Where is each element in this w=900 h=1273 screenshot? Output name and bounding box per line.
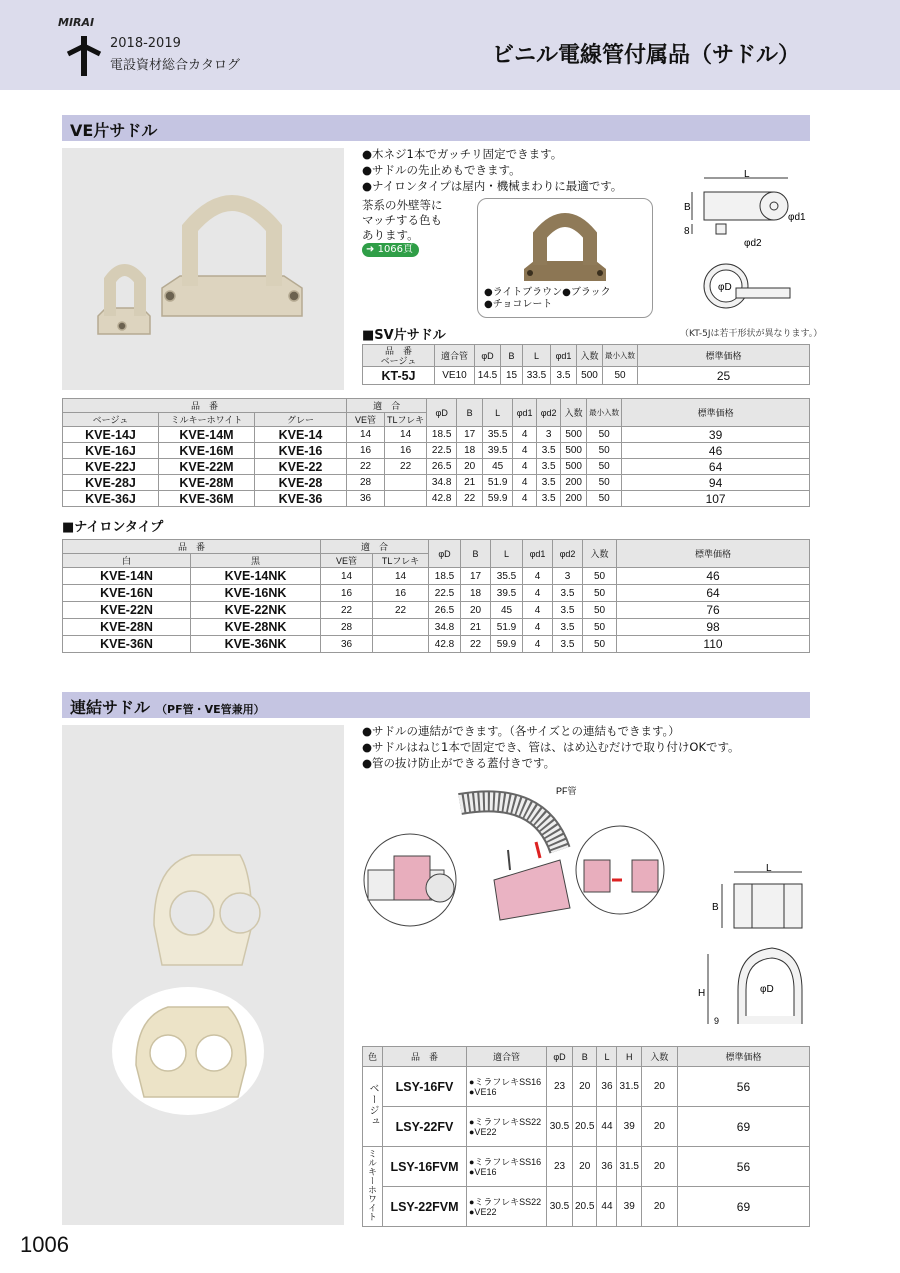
section-bar-coupling-saddle <box>62 692 810 718</box>
dim-D: φD <box>760 984 774 995</box>
col-header: 品 番 <box>63 540 321 554</box>
color-line: ●ライトブラウン●ブラック <box>484 287 611 298</box>
table-row: KVE-16J KVE-16M KVE-16 16 16 22.5 18 39.5 4 3.5 500 50 46 <box>63 443 810 459</box>
dim-d1: φd1 <box>788 212 806 223</box>
section-title-main: 連結サドル <box>70 698 151 717</box>
col-header: グレー <box>255 413 347 427</box>
table-row: KVE-14J KVE-14M KVE-14 14 14 18.5 17 35.5 4 3 500 50 39 <box>63 427 810 443</box>
col-header: ミルキーホワイト <box>159 413 255 427</box>
col-header: 適合管 <box>435 345 475 367</box>
col-header: 品 番 ベージュ <box>363 345 435 367</box>
section-bar-ve-saddle <box>62 115 810 141</box>
col-header: H <box>617 1047 641 1067</box>
col-header: 最小入数 <box>603 345 638 367</box>
note-line: あります。 <box>362 228 419 242</box>
col-header: φD <box>427 399 457 427</box>
table-row: LSY-22FVM ●ミラフレキSS22 ●VE22 30.5 20.5 44 39 20 69 <box>363 1187 810 1227</box>
arrow-down-icon <box>536 842 540 858</box>
pf-pipe-label: PF管 <box>556 786 577 796</box>
col-header: VE管 <box>321 554 373 568</box>
bullet-item: ●サドルはねじ1本で固定でき、管は、はめ込むだけで取り付けOKです。 <box>362 740 740 754</box>
col-header: 標準価格 <box>617 540 810 568</box>
table-row: KVE-14N KVE-14NK 14 14 18.5 17 35.5 4 3 50 46 <box>63 568 810 585</box>
coupling-saddle-table <box>362 1046 810 1227</box>
color-note <box>362 198 443 243</box>
catalog-name: 電設資材総合カタログ <box>110 58 241 73</box>
col-header: φD <box>429 540 461 568</box>
color-variants-box <box>477 198 653 318</box>
arrow-right-icon: ➜ <box>366 244 375 255</box>
page-title: ビニル電線管付属品（サドル） <box>491 43 800 68</box>
col-header: φD <box>547 1047 573 1067</box>
bullet-item: ●管の抜け防止ができる蓋付きです。 <box>362 756 556 770</box>
page-number: 1006 <box>20 1232 69 1257</box>
color-list <box>484 287 611 311</box>
col-header: L <box>523 345 551 367</box>
bullet-item: ●サドルの連結ができます。（各サイズとの連結もできます。） <box>362 724 680 738</box>
page-header <box>0 0 900 90</box>
col-header: 入数 <box>641 1047 677 1067</box>
col-header: 標準価格 <box>677 1047 809 1067</box>
product-photo-coupling-saddle <box>62 725 344 1225</box>
dim-9: 9 <box>714 1016 720 1026</box>
section-title <box>70 695 265 718</box>
col-header: 白 <box>63 554 191 568</box>
col-header: B <box>501 345 523 367</box>
table-row: ミルキーホワイト LSY-16FVM ●ミラフレキSS16 ●VE16 23 20 36 31.5 20 56 <box>363 1147 810 1187</box>
col-header: 最小入数 <box>587 399 622 427</box>
nylon-saddle-table <box>62 539 810 653</box>
col-header: 黒 <box>191 554 321 568</box>
brown-saddle-illustration <box>478 199 654 289</box>
col-header: φd1 <box>551 345 577 367</box>
saddle-illustration <box>62 148 344 390</box>
col-header: φd2 <box>537 399 561 427</box>
dim-H: H <box>698 988 706 999</box>
col-header: 適 合 <box>321 540 429 554</box>
col-header: φd1 <box>513 399 537 427</box>
section-subtitle: （PF管・VE管兼用） <box>156 703 265 716</box>
table-row: KVE-36N KVE-36NK 36 42.8 22 59.9 4 3.5 50 110 <box>63 636 810 653</box>
col-header: B <box>461 540 491 568</box>
col-header: 色 <box>363 1047 383 1067</box>
table-row: KVE-28J KVE-28M KVE-28 28 34.8 21 51.9 4 3.5 200 50 94 <box>63 475 810 491</box>
col-header: 入数 <box>577 345 603 367</box>
col-header: φd1 <box>523 540 553 568</box>
coupling-saddle-illustration <box>62 725 344 1225</box>
sv-saddle-table <box>362 344 810 385</box>
col-header: B <box>457 399 483 427</box>
col-header: B <box>573 1047 597 1067</box>
col-header: ベージュ <box>63 413 159 427</box>
col-header: VE管 <box>347 413 385 427</box>
section2-bullets <box>362 723 740 771</box>
table-row: KVE-22N KVE-22NK 22 22 26.5 20 45 4 3.5 50 76 <box>63 602 810 619</box>
dim-8: 8 <box>684 226 690 237</box>
catalog-year: 2018-2019 <box>110 36 181 51</box>
brand-text: MIRAI <box>58 16 95 29</box>
note-line: 茶系の外壁等に <box>362 198 443 212</box>
col-header: 入数 <box>583 540 617 568</box>
col-header: 適 合 <box>347 399 427 413</box>
product-photo-ve-saddle <box>62 148 344 390</box>
color-cell: ミルキーホワイト <box>363 1147 383 1227</box>
col-header: L <box>491 540 523 568</box>
dim-L: L <box>744 169 750 180</box>
color-cell: ベージュ <box>363 1067 383 1147</box>
sv-saddle-heading: ■SV片サドル <box>362 328 446 343</box>
kve-saddle-table <box>62 398 810 507</box>
section1-bullets <box>362 146 622 194</box>
dim-d2: φd2 <box>744 238 762 249</box>
table-row: KVE-28N KVE-28NK 28 34.8 21 51.9 4 3.5 50 98 <box>63 619 810 636</box>
ref-page-label: 1066頁 <box>377 244 414 255</box>
col-header: TLフレキ <box>373 554 429 568</box>
dim-L: L <box>766 863 772 874</box>
col-header: 標準価格 <box>622 399 810 427</box>
col-header: 標準価格 <box>638 345 810 367</box>
table-row: KVE-22J KVE-22M KVE-22 22 22 26.5 20 45 4 3.5 500 50 64 <box>63 459 810 475</box>
ve-saddle-dimension-diagram <box>670 168 810 318</box>
col-header: 適合管 <box>467 1047 547 1067</box>
coupling-saddle-dimension-diagram <box>690 862 810 1042</box>
col-header: L <box>483 399 513 427</box>
note-line: マッチする色も <box>362 213 443 227</box>
col-header: φd2 <box>553 540 583 568</box>
bullet-item: ●サドルの先止めもできます。 <box>362 163 521 177</box>
nylon-type-heading: ■ナイロンタイプ <box>62 520 164 535</box>
installation-illustration <box>360 780 680 950</box>
section-title: VE片サドル <box>70 121 158 140</box>
bullet-item: ●木ネジ1本でガッチリ固定できます。 <box>362 147 563 161</box>
col-header: 入数 <box>561 399 587 427</box>
col-header: 品 番 <box>383 1047 467 1067</box>
table-row: KVE-16N KVE-16NK 16 16 22.5 18 39.5 4 3.5 50 64 <box>63 585 810 602</box>
table-row: KVE-36J KVE-36M KVE-36 36 42.8 22 59.9 4 3.5 200 50 107 <box>63 491 810 507</box>
page-reference-link[interactable] <box>362 243 419 257</box>
table-row: ベージュ LSY-16FV ●ミラフレキSS16 ●VE16 23 20 36 31.5 20 56 <box>363 1067 810 1107</box>
diagram-note: （KT-5Jは若干形状が異なります。） <box>680 329 823 339</box>
table-row: KT-5J VE10 14.5 15 33.5 3.5 500 50 25 <box>363 367 810 385</box>
dim-D: φD <box>718 282 732 293</box>
bullet-item: ●ナイロンタイプは屋内・機械まわりに最適です。 <box>362 179 623 193</box>
color-line: ●チョコレート <box>484 299 553 310</box>
dim-B: B <box>712 902 719 913</box>
table-row: LSY-22FV ●ミラフレキSS22 ●VE22 30.5 20.5 44 39 20 69 <box>363 1107 810 1147</box>
col-header: 品 番 <box>63 399 347 413</box>
dim-B: B <box>684 202 691 213</box>
col-header: L <box>597 1047 617 1067</box>
col-header: TLフレキ <box>385 413 427 427</box>
col-header: φD <box>475 345 501 367</box>
